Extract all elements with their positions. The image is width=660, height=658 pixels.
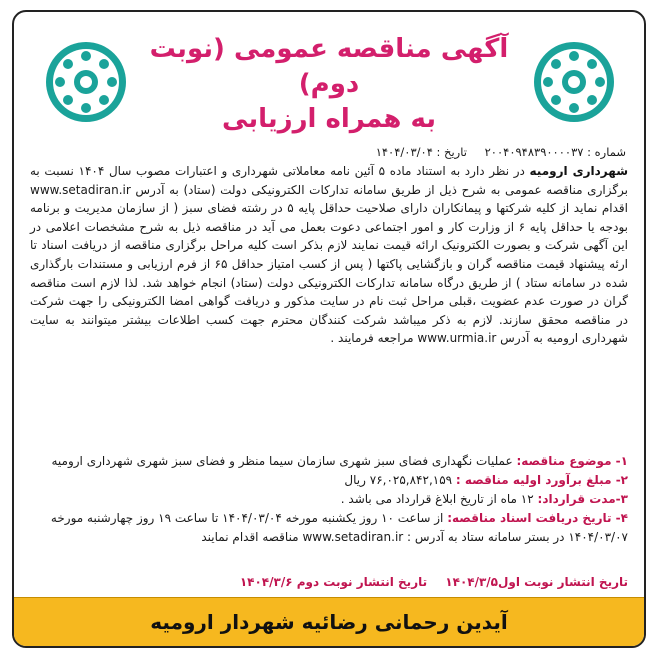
detail-label: ۲- مبلغ برآورد اولیه مناقصه : <box>455 473 628 487</box>
announcement-frame <box>12 10 646 648</box>
second-publication-date: تاریخ انتشار نوبت دوم ۱۴۰۴/۳/۶ <box>239 575 428 589</box>
detail-item <box>30 490 628 509</box>
title-line-1: آگهی مناقصه عمومی (نوبت دوم) <box>149 34 509 100</box>
detail-label: ۱- موضوع مناقصه: <box>516 454 628 468</box>
signature-banner <box>14 597 644 646</box>
title-line-2: به همراه ارزیابی <box>222 104 436 135</box>
municipality-logo-icon <box>532 40 616 124</box>
reference-number: شماره : ۲۰۰۴۰۹۴۸۳۹۰۰۰۰۳۷ <box>484 145 626 159</box>
detail-label: ۳-مدت قرارداد: <box>537 492 628 506</box>
organization-name: شهرداری ارومیه <box>529 164 628 178</box>
detail-value: عملیات نگهداری فضای سبز شهری سازمان سیما منظر و فضای سبز شهری شهرداری ارومیه <box>51 454 517 468</box>
detail-value: ۷۶,۰۲۵,۸۴۲,۱۵۹ ریال <box>344 473 456 487</box>
detail-item <box>30 452 628 471</box>
announcement-body <box>30 162 628 348</box>
first-publication-date: تاریخ انتشار نوبت اول۱۴۰۴/۳/۵ <box>445 575 628 589</box>
municipality-logo-icon <box>44 40 128 124</box>
announcement-paragraph: در نظر دارد به استناد ماده ۵ آئین نامه معاملاتی شهرداری و اعتبارات مصوب سال ۱۴۰۴ نسبت به برگزاری مناقصه عمومی به شرح ذیل از طریق سامانه تدارکات الکترونیکی دولت (ستاد) به آدرس www.setadiran.ir اقدام نماید از کلیه شرکتها و پیمانکاران دارای صلاحیت حداقل پایه ۵ در رشته فضای سبز ( از سازمان مدیریت و برنامه بودجه یا حداقل پایه ۶ از وزارت کار و امور اجتماعی دعوت بعمل می آید در مناقصه ذیل به شرح مشخصات اعلامی در این آگهی شرکت و بصورت الکترونیک ارائه قیمت نمایند لازم بذکر است کلیه مراحل برگزاری مناقصه از دریافت اسناد تا ارئه پیشنهاد قیمت مناقصه گران و بازگشایی پاکتها ( پس از کسب امتیاز حداقل ۶۵ از فرم ارزیابی و مستندات بارگذاری شده در سامانه ستاد ) از طریق درگاه سامانه تدارکات الکترونیکی دولت (ستاد) انجام خواهد شد. لذا لازم است مناقصه گران در صورت عدم عضویت ،قبلی مراحل ثبت نام در سایت مذکور و دریافت گواهی امضا الکترونیکی را جهت شرکت در مناقصه محقق سازند. لازم به ذکر میباشد شرکت کنندگان محترم جهت کسب اطلاعات بیشتر میتوانند به سایت شهرداری ارومیه به آدرس www.urmia.ir مراجعه فرمایند . <box>30 164 628 346</box>
reference-date: تاریخ : ۱۴۰۴/۰۳/۰۴ <box>375 145 467 159</box>
detail-value: ۱۲ ماه از تاریخ ابلاغ قرارداد می باشد . <box>340 492 538 506</box>
detail-item <box>30 471 628 490</box>
publication-dates <box>30 575 628 589</box>
mayor-signature: آیدین رحمانی رضائیه شهردار ارومیه <box>150 610 508 634</box>
detail-item <box>30 509 628 547</box>
detail-label: ۴- تاریخ دریافت اسناد مناقصه: <box>447 511 628 525</box>
detail-value: از ساعت ۱۰ روز یکشنبه مورخه ۱۴۰۴/۰۳/۰۴ تا ساعت ۱۹ روز چهارشنبه مورخه ۱۴۰۴/۰۳/۰۷ در بستر سامانه ستاد به آدرس : www.setadiran.ir مناقصه اقدام نمایند <box>50 511 628 544</box>
tender-details <box>30 452 628 547</box>
page-title <box>134 32 524 137</box>
reference-meta <box>32 145 626 163</box>
